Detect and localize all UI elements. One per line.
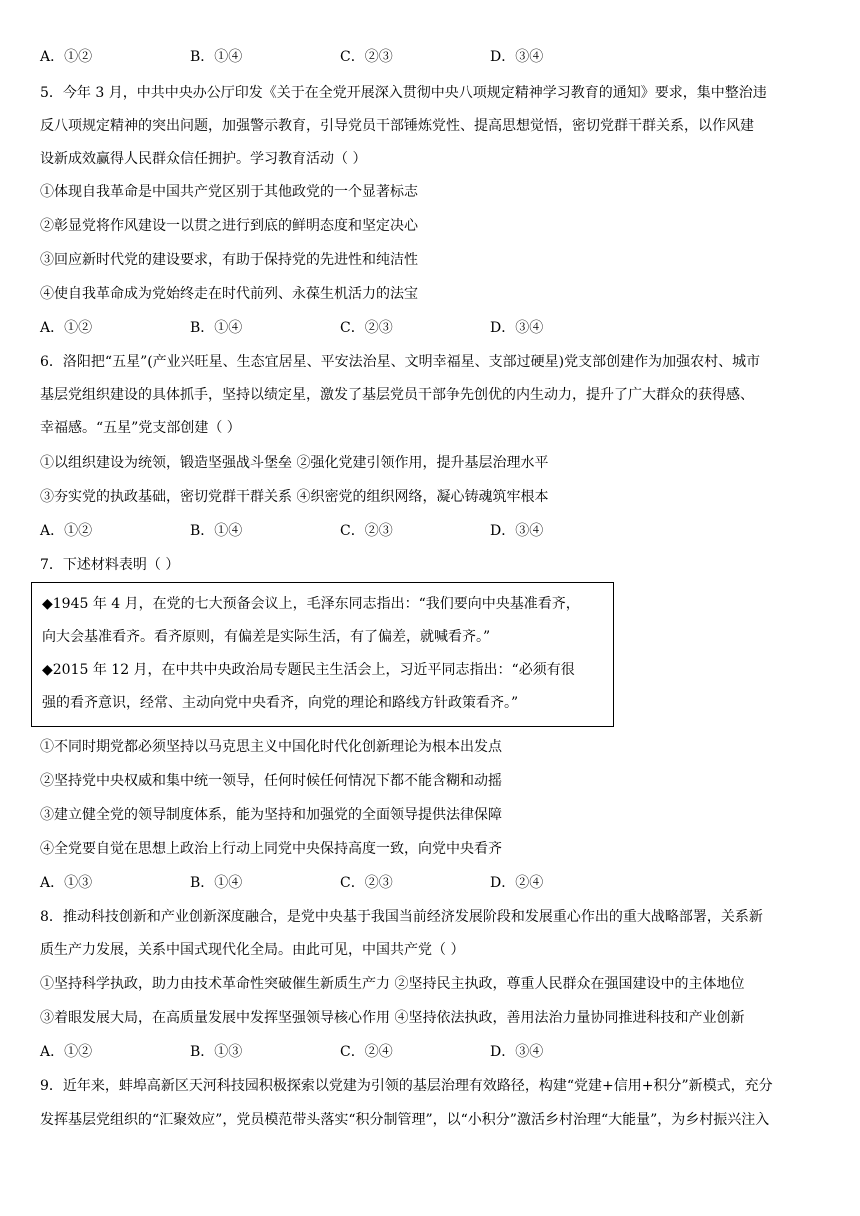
q5-item-2: ②彰显党将作风建设一以贯之进行到底的鲜明态度和坚定决心: [40, 218, 418, 234]
q7-item-3: ③建立健全党的领导制度体系，能为坚持和加强党的全面领导提供法律保障: [40, 807, 502, 823]
q5-option-a[interactable]: A．①②: [40, 320, 93, 336]
q7-item-2: ②坚持党中央权威和集中统一领导，任何时候任何情况下都不能含糊和动摇: [40, 773, 502, 789]
q8-option-a[interactable]: A．①②: [40, 1044, 93, 1060]
q7-material-line-2: 向大会基准看齐。看齐原则，有偏差是实际生活，有了偏差，就喊看齐。”: [42, 629, 491, 645]
q8-option-c[interactable]: C．②④: [340, 1044, 393, 1060]
q4-option-c[interactable]: C．②③: [340, 49, 393, 65]
q6-items-line-1: ①以组织建设为统领，锻造坚强战斗堡垒 ②强化党建引领作用，提升基层治理水平: [40, 455, 549, 471]
q7-item-4: ④全党要自觉在思想上政治上行动上同党中央保持高度一致，向党中央看齐: [40, 841, 502, 857]
q5-option-c[interactable]: C．②③: [340, 320, 393, 336]
q6-stem-line-3: 幸福感。“五星”党支部创建（ ）: [40, 420, 241, 436]
q5-item-1: ①体现自我革命是中国共产党区别于其他政党的一个显著标志: [40, 184, 418, 200]
q7-option-d[interactable]: D．②④: [490, 875, 544, 891]
q8-option-d[interactable]: D．③④: [490, 1044, 544, 1060]
q7-option-a[interactable]: A．①③: [40, 875, 93, 891]
q5-option-d[interactable]: D．③④: [490, 320, 544, 336]
q6-option-d[interactable]: D．③④: [490, 523, 544, 539]
q8-option-b[interactable]: B．①③: [190, 1044, 243, 1060]
q6-stem-line-2: 基层党组织建设的具体抓手，坚持以绩定星，激发了基层党员干部争先创优的内生动力，提升了广大群众的获得感、: [40, 387, 754, 403]
q6-option-c[interactable]: C．②③: [340, 523, 393, 539]
q7-option-b[interactable]: B．①④: [190, 875, 243, 891]
q8-items-line-1: ①坚持科学执政，助力由技术革命性突破催生新质生产力 ②坚持民主执政，尊重人民群众在强国建设中的主体地位: [40, 976, 745, 992]
q7-item-1: ①不同时期党都必须坚持以马克思主义中国化时代化创新理论为根本出发点: [40, 739, 502, 755]
q8-stem-line-2: 质生产力发展，关系中国式现代化全局。由此可见，中国共产党（ ）: [40, 942, 465, 958]
q5-stem-line-2: 反八项规定精神的突出问题，加强警示教育，引导党员干部锤炼党性、提高思想觉悟，密切党群干群关系，以作风建: [40, 118, 754, 134]
q5-item-4: ④使自我革命成为党始终走在时代前列、永葆生机活力的法宝: [40, 286, 418, 302]
q4-option-b[interactable]: B．①④: [190, 49, 243, 65]
q7-material-box: [31, 582, 614, 727]
q6-items-line-2: ③夯实党的执政基础，密切党群干群关系 ④织密党的组织网络，凝心铸魂筑牢根本: [40, 489, 549, 505]
q4-option-a[interactable]: A．①②: [40, 49, 93, 65]
q6-stem-line-1: 6．洛阳把“五星”(产业兴旺星、生态宜居星、平安法治星、文明幸福星、支部过硬星)党支部创建作为加强农村、城市: [40, 354, 761, 370]
q5-item-3: ③回应新时代党的建设要求，有助于保持党的先进性和纯洁性: [40, 252, 418, 268]
q8-stem-line-1: 8．推动科技创新和产业创新深度融合，是党中央基于我国当前经济发展阶段和发展重心作出的重大战略部署，关系新: [40, 909, 763, 925]
q9-stem-line-2: 发挥基层党组织的“汇聚效应”，党员模范带头落实“积分制管理”，以“小积分”激活乡村治理“大能量”，为乡村振兴注入: [40, 1112, 770, 1128]
q8-items-line-2: ③着眼发展大局，在高质量发展中发挥坚强领导核心作用 ④坚持依法执政，善用法治力量协同推进科技和产业创新: [40, 1010, 745, 1026]
q5-option-b[interactable]: B．①④: [190, 320, 243, 336]
q7-stem: 7．下述材料表明（ ）: [40, 557, 180, 573]
q9-stem-line-1: 9．近年来，蚌埠高新区天河科技园积极探索以党建为引领的基层治理有效路径，构建“党建+信用+积分”新模式，充分: [40, 1078, 773, 1094]
q7-material-line-1: ◆1945 年 4 月，在党的七大预备会议上，毛泽东同志指出：“我们要向中央基准看齐，: [42, 596, 580, 612]
q7-material-line-4: 强的看齐意识，经常、主动向党中央看齐，向党的理论和路线方针政策看齐。”: [42, 695, 519, 711]
q4-option-d[interactable]: D．③④: [490, 49, 544, 65]
q7-option-c[interactable]: C．②③: [340, 875, 393, 891]
q6-option-b[interactable]: B．①④: [190, 523, 243, 539]
q7-material-line-3: ◆2015 年 12 月，在中共中央政治局专题民主生活会上，习近平同志指出：“必须有很: [42, 662, 575, 678]
q5-stem-line-1: 5．今年 3 月，中共中央办公厅印发《关于在全党开展深入贯彻中央八项规定精神学习教育的通知》要求，集中整治违: [40, 85, 767, 101]
q5-stem-line-3: 设新成效赢得人民群众信任拥护。学习教育活动（ ）: [40, 151, 367, 167]
q6-option-a[interactable]: A．①②: [40, 523, 93, 539]
